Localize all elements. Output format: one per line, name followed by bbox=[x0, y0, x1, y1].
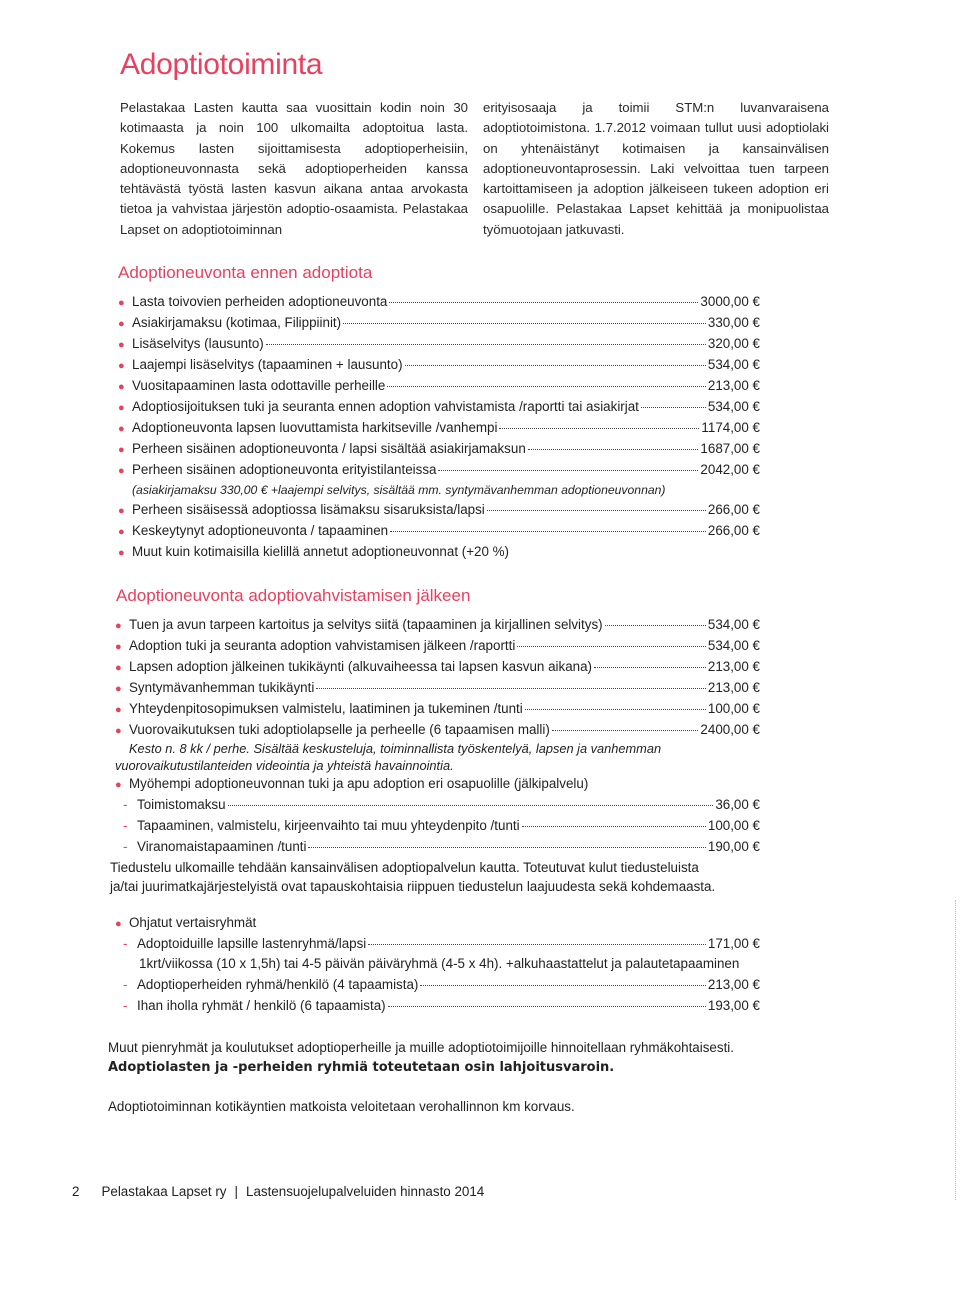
item-label: Myöhempi adoptioneuvonnan tuki ja apu adoption eri osapuolille (jälkipalvelu) bbox=[129, 776, 589, 791]
price-row bbox=[118, 502, 760, 522]
dot-leader bbox=[499, 428, 699, 429]
item-label: Perheen sisäinen adoptioneuvonta / lapsi sisältää asiakirjamaksun bbox=[132, 441, 526, 456]
item-label: Keskeytynyt adoptioneuvonta / tapaaminen bbox=[132, 523, 389, 538]
item-price: 534,00 € bbox=[707, 638, 760, 653]
price-row bbox=[118, 336, 760, 356]
price-subrow bbox=[123, 839, 760, 859]
item-label: Perheen sisäisessä adoptiossa lisämaksu sisaruksista/lapsi bbox=[132, 502, 485, 517]
bullet-icon: ● bbox=[115, 641, 122, 653]
price-row bbox=[118, 294, 760, 314]
price-subrow bbox=[123, 998, 760, 1018]
dot-leader bbox=[522, 826, 706, 827]
price-row bbox=[118, 420, 760, 440]
bullet-icon: ● bbox=[118, 505, 125, 517]
bullet-icon: ● bbox=[118, 444, 125, 456]
footer-separator: | bbox=[234, 1184, 238, 1199]
item-label: Adoptioneuvonta lapsen luovuttamista harkitseville /vanhempi bbox=[132, 420, 498, 435]
price-row bbox=[115, 776, 588, 796]
item-label: Laajempi lisäselvitys (tapaaminen + lausunto) bbox=[132, 357, 403, 372]
price-row bbox=[115, 722, 760, 742]
item-label: Syntymävanhemman tukikäynti bbox=[129, 680, 315, 695]
dash-icon: - bbox=[123, 839, 128, 854]
item-label: Muut kuin kotimaisilla kielillä annetut adoptioneuvonnat (+20 %) bbox=[132, 544, 510, 559]
item-price: 266,00 € bbox=[707, 502, 760, 517]
bullet-icon: ● bbox=[115, 918, 122, 930]
bullet-icon: ● bbox=[118, 360, 125, 372]
item-price: 193,00 € bbox=[707, 998, 760, 1013]
dot-leader bbox=[387, 386, 706, 387]
price-row bbox=[118, 378, 760, 398]
price-subrow bbox=[123, 818, 760, 838]
bullet-icon: ● bbox=[115, 662, 122, 674]
item-price: 1174,00 € bbox=[701, 420, 760, 435]
item-label: Adoptoiduille lapsille lastenryhmä/lapsi bbox=[137, 936, 367, 951]
bullet-icon: ● bbox=[118, 465, 125, 477]
info-text: ja/tai juurimatkajärjestelyistä ovat tapauskohtaisia riippuen tiedustelun laajuudesta sekä kohdemaasta. bbox=[110, 879, 716, 894]
bullet-icon: ● bbox=[115, 725, 122, 737]
price-row bbox=[115, 915, 256, 935]
item-price: 213,00 € bbox=[707, 378, 760, 393]
info-text: Tiedustelu ulkomaille tehdään kansainvälisen adoptiopalvelun kautta. Toteutuvat kulut tiedusteluista bbox=[110, 860, 699, 875]
item-note: 1krt/viikossa (10 x 1,5h) tai 4-5 päivän päiväryhmä (4-5 x 4h). +alkuhaastattelut ja palautetapaaminen bbox=[139, 956, 740, 971]
item-price: 1687,00 € bbox=[700, 441, 760, 456]
dot-leader bbox=[405, 365, 706, 366]
item-label: Perheen sisäinen adoptioneuvonta erityistilanteissa bbox=[132, 462, 437, 477]
price-row bbox=[118, 462, 760, 482]
item-label: Lapsen adoption jälkeinen tukikäynti (alkuvaiheessa tai lapsen kasvun aikana) bbox=[129, 659, 593, 674]
section-heading-before-adoption: Adoptioneuvonta ennen adoptiota bbox=[118, 263, 373, 282]
item-label: Adoptiosijoituksen tuki ja seuranta ennen adoption vahvistamista /raportti tai asiakirjat bbox=[132, 399, 639, 414]
price-row bbox=[118, 544, 509, 564]
closing-text: Adoptiotoiminnan kotikäyntien matkoista veloitetaan verohallinnon km korvaus. bbox=[108, 1099, 575, 1114]
item-label: Lisäselvitys (lausunto) bbox=[132, 336, 264, 351]
dash-icon: - bbox=[123, 998, 128, 1013]
dot-leader bbox=[552, 730, 699, 731]
dot-leader bbox=[389, 302, 698, 303]
dot-leader bbox=[487, 510, 706, 511]
dot-leader bbox=[343, 323, 706, 324]
bullet-icon: ● bbox=[118, 423, 125, 435]
item-price: 213,00 € bbox=[707, 680, 760, 695]
dash-icon: - bbox=[123, 818, 128, 833]
dot-leader bbox=[438, 470, 698, 471]
dash-icon: - bbox=[123, 977, 128, 992]
closing-bold-text: Adoptiolasten ja -perheiden ryhmiä toteutetaan osin lahjoitusvaroin. bbox=[108, 1060, 615, 1075]
price-subrow bbox=[123, 977, 760, 997]
item-note: vuorovaikutustilanteiden videointia ja yhteistä havainnointia. bbox=[115, 758, 454, 773]
item-price: 213,00 € bbox=[707, 659, 760, 674]
price-row bbox=[115, 659, 760, 679]
price-subrow bbox=[123, 936, 760, 956]
item-price: 534,00 € bbox=[707, 357, 760, 372]
price-row bbox=[115, 680, 760, 700]
item-price: 100,00 € bbox=[707, 701, 760, 716]
page-title: Adoptiotoiminta bbox=[120, 48, 323, 81]
item-price: 36,00 € bbox=[715, 797, 760, 812]
dot-leader bbox=[517, 646, 706, 647]
item-price: 2400,00 € bbox=[700, 722, 760, 737]
item-price: 266,00 € bbox=[707, 523, 760, 538]
item-price: 171,00 € bbox=[707, 936, 760, 951]
dot-leader bbox=[316, 688, 706, 689]
price-row bbox=[118, 357, 760, 377]
item-label: Tapaaminen, valmistelu, kirjeenvaihto tai muu yhteydenpito /tunti bbox=[137, 818, 520, 833]
price-subrow bbox=[123, 797, 760, 817]
item-label: Ihan iholla ryhmät / henkilö (6 tapaamista) bbox=[137, 998, 386, 1013]
item-note: Kesto n. 8 kk / perhe. Sisältää keskusteluja, toiminnallista työskentelyä, lapsen ja vanhemman bbox=[129, 741, 662, 756]
dot-leader bbox=[388, 1006, 706, 1007]
price-row bbox=[118, 315, 760, 335]
dot-leader bbox=[528, 449, 699, 450]
price-row bbox=[118, 441, 760, 461]
item-label: Vuositapaaminen lasta odottaville perheille bbox=[132, 378, 386, 393]
item-label: Tuen ja avun tarpeen kartoitus ja selvitys siitä (tapaaminen ja kirjallinen selvitys) bbox=[129, 617, 603, 632]
bullet-icon: ● bbox=[118, 547, 125, 559]
bullet-icon: ● bbox=[118, 381, 125, 393]
dot-leader bbox=[641, 407, 706, 408]
item-label: Viranomaistapaaminen /tunti bbox=[137, 839, 307, 854]
bullet-icon: ● bbox=[115, 683, 122, 695]
dot-leader bbox=[390, 531, 706, 532]
dot-leader bbox=[266, 344, 706, 345]
dash-icon: - bbox=[123, 936, 128, 951]
item-price: 320,00 € bbox=[707, 336, 760, 351]
intro-right-column: erityisosaaja ja toimii STM:n luvanvaraisena adoptiotoimistona. 1.7.2012 voimaan tullut uusi adoptiolaki on yhtenäistänyt kotimaisen ja kansainvälisen adoptioneuvontaprosessin. Laki velvoittaa tuen tarpeen kartoittamiseen ja adoption jälkeiseen tukeen adoption eri osapuolille. Pelastakaa Lapset kehittää ja monipuolistaa työmuotojaan jatkuvasti. bbox=[483, 100, 829, 237]
bullet-icon: ● bbox=[118, 297, 125, 309]
dot-leader bbox=[605, 625, 706, 626]
item-price: 100,00 € bbox=[707, 818, 760, 833]
bullet-icon: ● bbox=[115, 779, 122, 791]
price-row bbox=[115, 701, 760, 721]
dot-leader bbox=[594, 667, 706, 668]
item-price: 534,00 € bbox=[707, 617, 760, 632]
item-label: Toimistomaksu bbox=[137, 797, 226, 812]
price-row bbox=[115, 617, 760, 637]
item-label: Ohjatut vertaisryhmät bbox=[129, 915, 257, 930]
item-price: 190,00 € bbox=[707, 839, 760, 854]
price-row bbox=[115, 638, 760, 658]
item-price: 330,00 € bbox=[707, 315, 760, 330]
item-price: 3000,00 € bbox=[700, 294, 760, 309]
dash-icon: - bbox=[123, 797, 128, 812]
bullet-icon: ● bbox=[118, 339, 125, 351]
footer-document-title: Lastensuojelupalveluiden hinnasto 2014 bbox=[246, 1184, 485, 1199]
item-label: Lasta toivovien perheiden adoptioneuvonta bbox=[132, 294, 388, 309]
dot-leader bbox=[308, 847, 705, 848]
closing-text: Muut pienryhmät ja koulutukset adoptioperheille ja muille adoptiotoimijoille hinnoitellaan ryhmäkohtaisesti. bbox=[108, 1040, 734, 1055]
item-label: Asiakirjamaksu (kotimaa, Filippiinit) bbox=[132, 315, 342, 330]
bullet-icon: ● bbox=[118, 318, 125, 330]
item-note: (asiakirjamaksu 330,00 € +laajempi selvitys, sisältää mm. syntymävanhemman adoptioneuvonnan) bbox=[132, 483, 666, 497]
intro-left-column: Pelastakaa Lasten kautta saa vuosittain kodin noin 30 kotimaasta ja noin 100 ulkomailta adoptoitua lasta. Kokemus lasten sijoittamisesta adoptioperheisiin, adoptioneuvonnasta sekä adoptioperheiden kanssa tehtävästä työstä lasten kasvun aikana antaa arvokasta tietoa ja vahvistaa järjestön adoptio-osaamista. Pelastakaa Lapset on adoptiotoiminnan bbox=[120, 100, 468, 237]
dot-leader bbox=[420, 985, 706, 986]
price-row bbox=[118, 399, 760, 419]
footer-organization: Pelastakaa Lapset ry bbox=[101, 1184, 227, 1199]
item-label: Adoptioperheiden ryhmä/henkilö (4 tapaamista) bbox=[137, 977, 419, 992]
item-price: 213,00 € bbox=[707, 977, 760, 992]
dot-leader bbox=[368, 944, 706, 945]
item-price: 534,00 € bbox=[707, 399, 760, 414]
margin-scan-line bbox=[955, 900, 957, 1200]
item-label: Yhteydenpitosopimuksen valmistelu, laatiminen ja tukeminen /tunti bbox=[129, 701, 523, 716]
price-row bbox=[118, 523, 760, 543]
bullet-icon: ● bbox=[115, 620, 122, 632]
dot-leader bbox=[525, 709, 706, 710]
item-label: Vuorovaikutuksen tuki adoptiolapselle ja perheelle (6 tapaamisen malli) bbox=[129, 722, 550, 737]
page-footer bbox=[72, 1184, 484, 1199]
dot-leader bbox=[228, 805, 714, 806]
bullet-icon: ● bbox=[115, 704, 122, 716]
page-number: 2 bbox=[72, 1184, 80, 1199]
section-heading-after-adoption: Adoptioneuvonta adoptiovahvistamisen jälkeen bbox=[116, 586, 471, 605]
bullet-icon: ● bbox=[118, 402, 125, 414]
item-price: 2042,00 € bbox=[700, 462, 760, 477]
bullet-icon: ● bbox=[118, 526, 125, 538]
item-label: Adoption tuki ja seuranta adoption vahvistamisen jälkeen /raportti bbox=[129, 638, 516, 653]
